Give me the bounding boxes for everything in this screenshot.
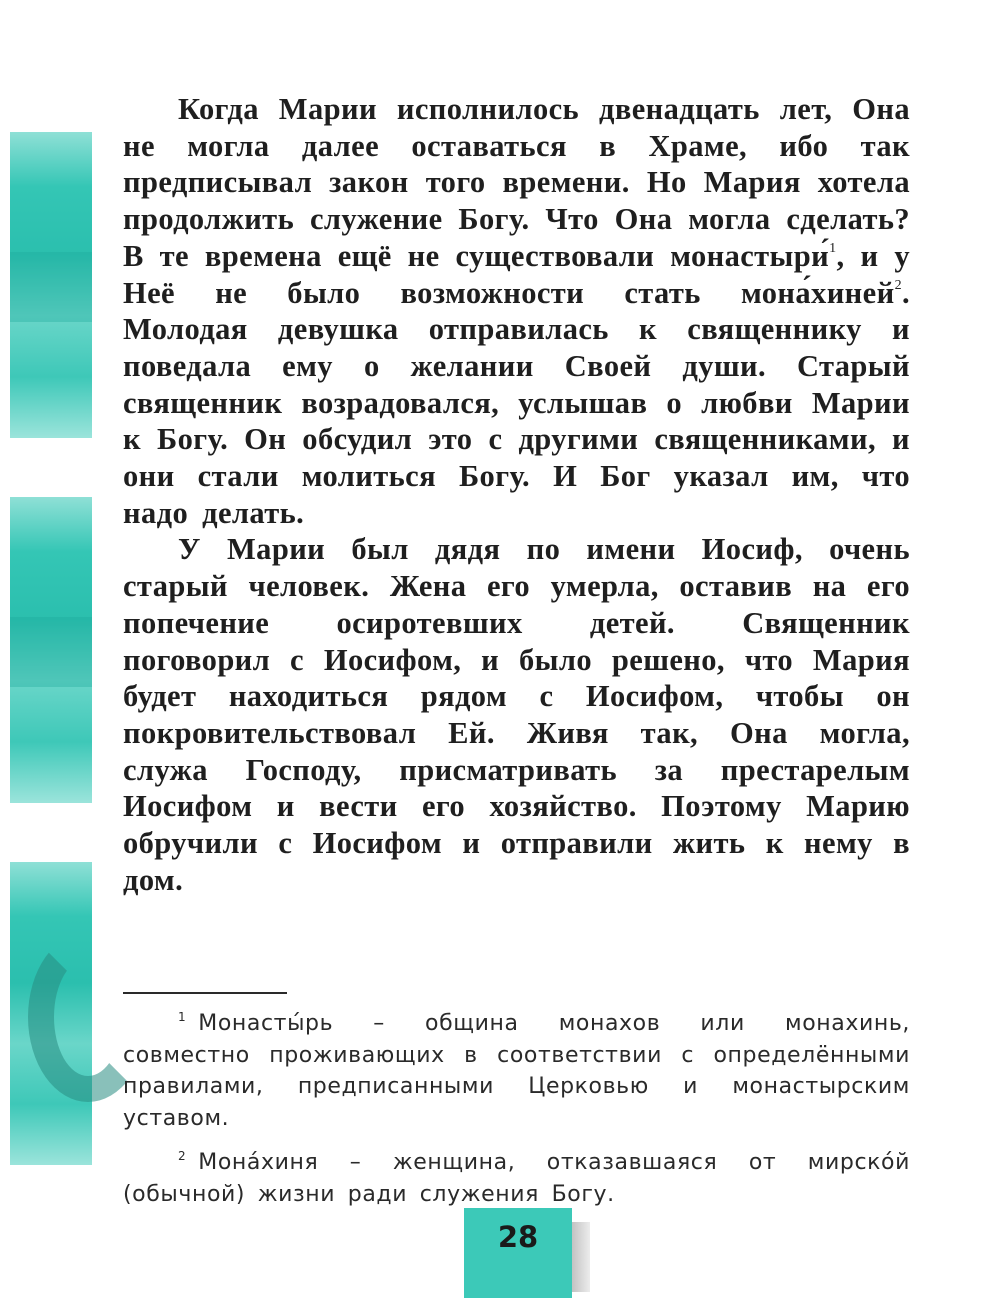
paragraph-1-part-2: , и у Неё не было возможности стать мона́хиней (123, 238, 910, 310)
paragraph-2: У Марии был дядя по имени Иосиф, очень старый человек. Жена его умерла, оставив на его попечение осиротевших детей. Священник поговорил с Иосифом, и было решено, что Мария будет находиться рядом с Иосифом, чтобы он покровительствовал Ей. Живя так, Она могла, служа Господу, присматривать за престарелым Иосифом и вести его хозяйство. Поэтому Марию обручили с Иосифом и отправили жить к нему в дом. (123, 532, 910, 897)
footnote-ref-1[interactable]: 1 (829, 240, 837, 256)
footnote-mark: 2 (178, 1149, 187, 1163)
footnote-text: Мона́хиня – женщина, отказавшаяся от мирско́й (обычной) жизни ради служения Богу. (123, 1150, 910, 1207)
paragraph-1-part-3: . Молодая девушка отправилась к священнику и поведала ему о желании Своей души. Старый священник возрадовался, услышав о любви Марии к Богу. Он обсудил это с другими священниками, и они стали молиться Богу. И Бог указал им, что надо делать. (123, 275, 910, 530)
footnote-2 (123, 1141, 910, 1210)
footnote-divider (123, 992, 287, 994)
paragraph-1 (123, 91, 910, 531)
main-text (123, 91, 910, 898)
page-number: 28 (497, 1220, 539, 1254)
decorative-side-band (10, 132, 92, 438)
footnote-1 (123, 1002, 910, 1134)
footnotes (123, 1002, 910, 1217)
band-stripe (10, 252, 92, 322)
page-number-shadow (572, 1222, 590, 1292)
band-stripe (10, 617, 92, 687)
decorative-side-band (10, 497, 92, 803)
decorative-side-band (10, 862, 92, 1165)
page-number-box (464, 1208, 572, 1298)
footnote-mark: 1 (178, 1010, 187, 1024)
paragraph-1-part-1: Когда Марии исполнилось двенадцать лет, Она не могла далее оставаться в Храме, ибо так предписывал закон того времени. Но Мария хотела продолжить служение Богу. Что Она могла сделать? В те времена ещё не существовали монастыри́ (123, 92, 910, 273)
footnote-ref-2[interactable]: 2 (894, 277, 902, 293)
footnote-text: Монасты́рь – община монахов или монахинь, совместно проживающих в соответствии с определёнными правилами, предписанными Церковью и монастырским уставом. (123, 1011, 910, 1131)
